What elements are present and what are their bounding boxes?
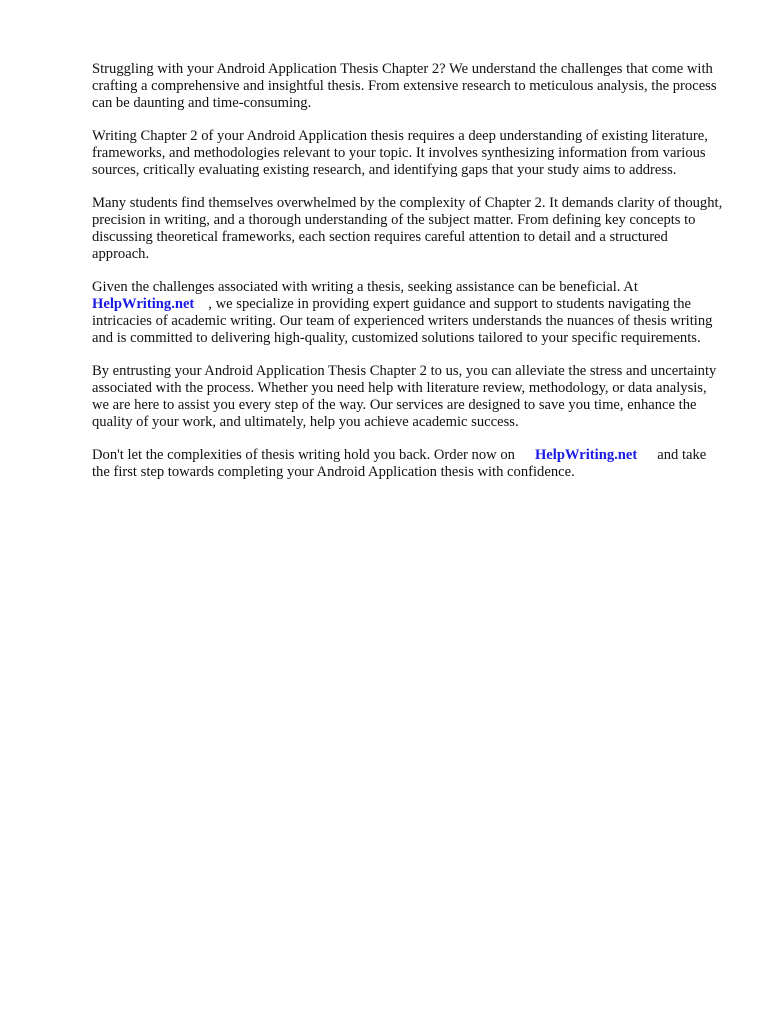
helpwriting-link[interactable]: HelpWriting.net (92, 296, 195, 312)
paragraph-assistance (92, 279, 724, 347)
paragraph-entrusting: By entrusting your Android Application Thesis Chapter 2 to us, you can alleviate the stress and uncertainty associated with the process. Whether you need help with literature review, methodology, or data analysis, we are here to assist you every step of the way. Our services are designed to save you time, enhance the quality of your work, and ultimately, help you achieve academic success. (92, 363, 717, 430)
helpwriting-link-cta[interactable]: HelpWriting.net (534, 447, 638, 463)
paragraph-cta-rest: and take the first step towards completing your Android Application thesis with confidence. (92, 447, 707, 480)
paragraph-intro: Struggling with your Android Application Thesis Chapter 2? We understand the challenges that come with crafting a comprehensive and insightful thesis. From extensive research to meticulous analysis, the process can be daunting and time-consuming. (92, 61, 717, 111)
paragraph-cta-lead: Don't let the complexities of thesis writing hold you back. Order now on (92, 447, 515, 463)
paragraph-assistance-lead: Given the challenges associated with writing a thesis, seeking assistance can be beneficial. At (92, 279, 638, 295)
document-body (92, 61, 724, 497)
paragraph-call-to-action (92, 447, 724, 481)
paragraph-assistance-rest: , we specialize in providing expert guidance and support to students navigating the intricacies of academic writing. Our team of experienced writers understands the nuances of thesis writing and is committed to delivering high-quality, customized solutions tailored to your specific requirements. (92, 296, 713, 346)
paragraph-complexity: Many students find themselves overwhelmed by the complexity of Chapter 2. It demands clarity of thought, precision in writing, and a thorough understanding of the subject matter. From defining key concepts to discussing theoretical frameworks, each section requires careful attention to detail and a structured approach. (92, 195, 723, 262)
paragraph-chapter-requirements: Writing Chapter 2 of your Android Application thesis requires a deep understanding of existing literature, frameworks, and methodologies relevant to your topic. It involves synthesizing information from various sources, critically evaluating existing research, and identifying gaps that your study aims to address. (92, 128, 708, 178)
